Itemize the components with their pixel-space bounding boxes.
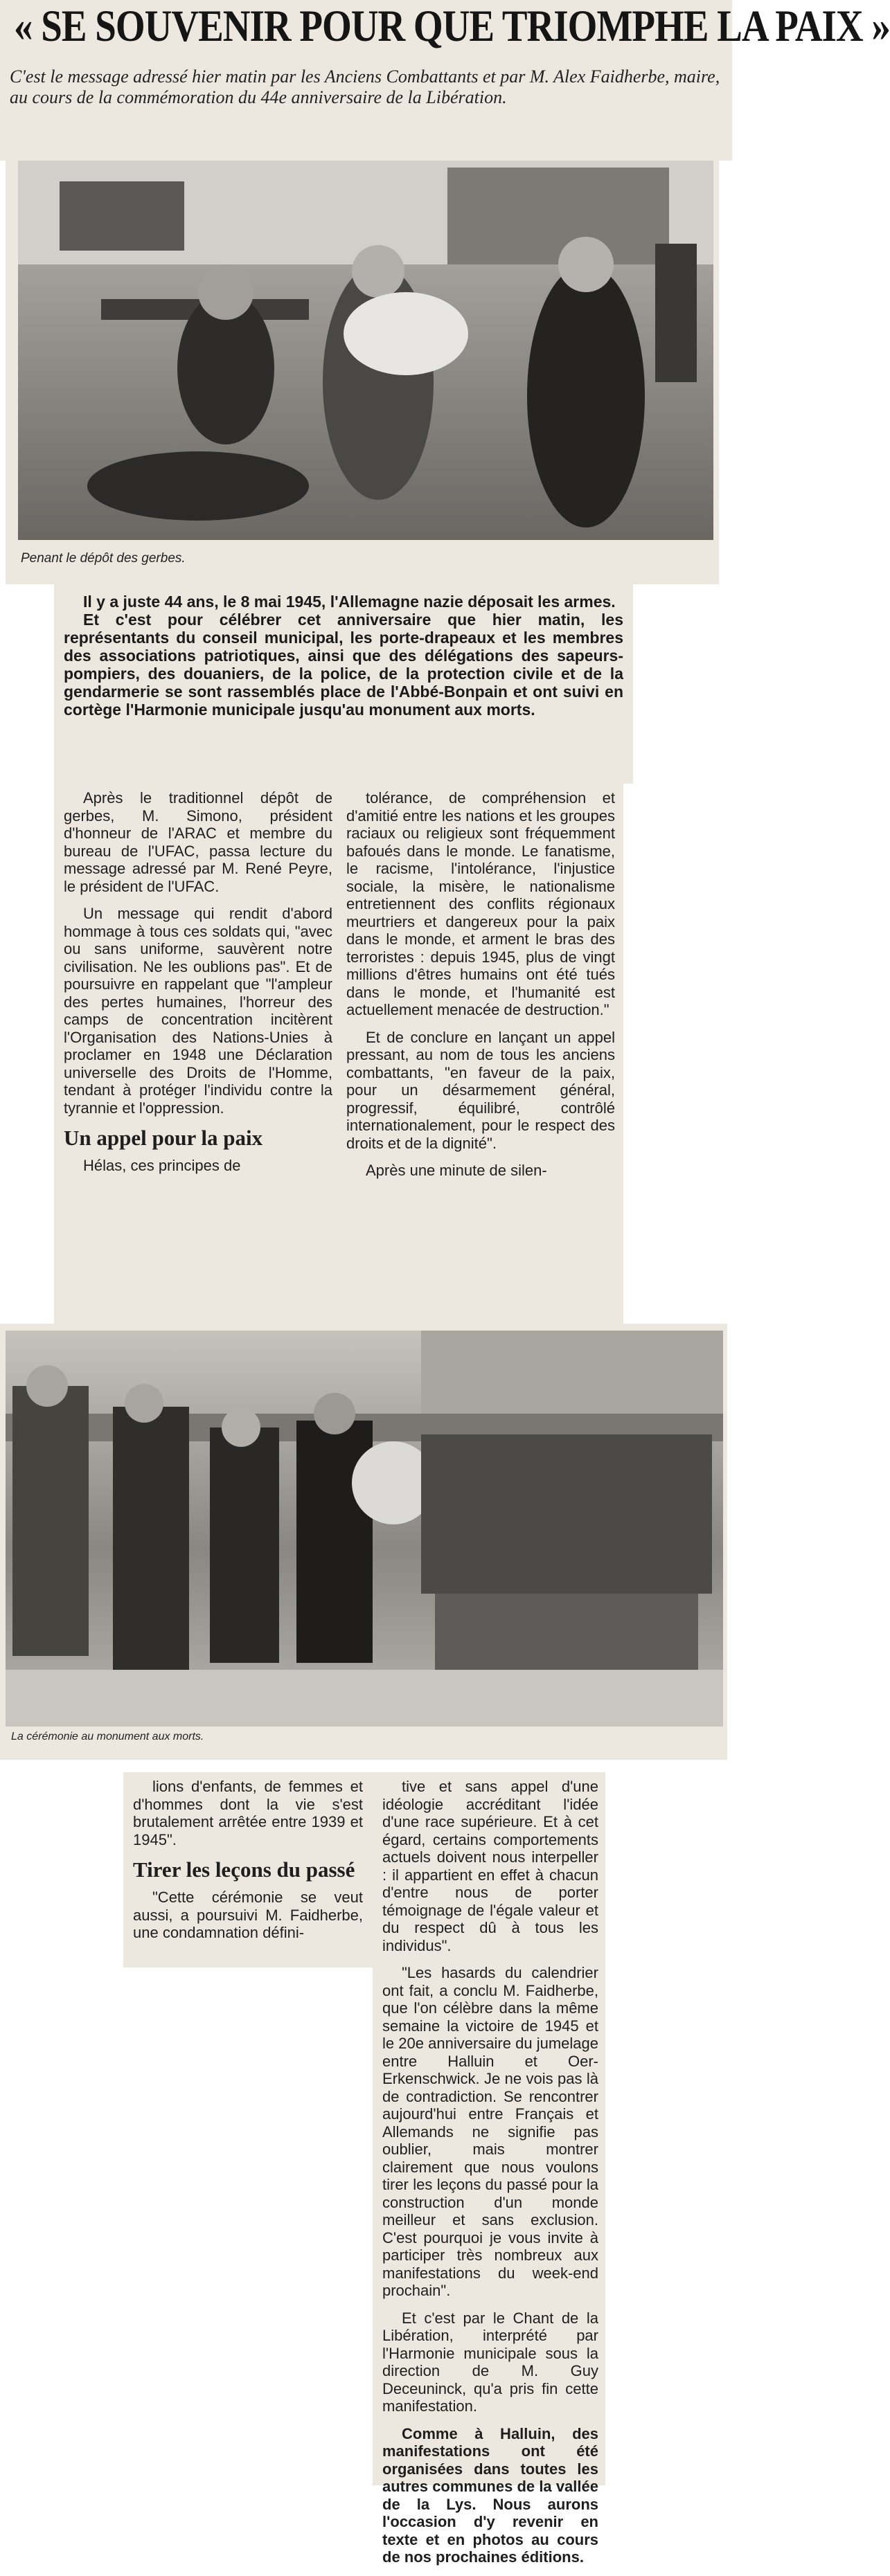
photo1-caption: Penant le dépôt des gerbes. bbox=[21, 551, 186, 566]
body-paragraph: Un message qui rendit d'abord hommage à tous ces soldats qui, "avec ou sans uniforme, sauvèrent notre civilisation. Ne les oublions pas". Et de poursuivre en rappelant que "l'ampleur des pertes humaines, l'horreur des camps de concentration incitèrent l'Organisation des Nations-Unies à proclamer en 1948 une Déclaration universelle des Droits de l'Homme, tendant à protéger l'individu contre la tyrannie et l'oppression. bbox=[64, 905, 332, 1117]
body-paragraph: Et c'est par le Chant de la Libération, interprété par l'Harmonie municipale sous la direction de M. Guy Deceuninck, qu'a pris fin cette manifestation. bbox=[382, 2309, 598, 2415]
body-paragraph: Hélas, ces principes de bbox=[83, 1157, 241, 1174]
body-paragraph: tive et sans appel d'une idéologie accréditant l'idée d'une race supérieure. Et à cet égard, certains comportements actuels doivent nous interpeller : il appartient en effet à chacun d'entre nous de porter témoignage de l'égale valeur et du respect dû à tous les individus". bbox=[382, 1778, 598, 1954]
intro-paragraph: Il y a juste 44 ans, le 8 mai 1945, l'Allemagne nazie déposait les armes. bbox=[83, 593, 616, 611]
intro-block bbox=[64, 593, 623, 719]
wreath-laying-image bbox=[18, 161, 713, 540]
body-paragraph: "Cette cérémonie se veut aussi, a poursuivi M. Faidherbe, une condamnation défini- bbox=[133, 1889, 363, 1941]
subheading: Tirer les leçons du passé bbox=[133, 1857, 355, 1882]
body-paragraph: lions d'enfants, de femmes et d'hommes dont la vie s'est brutalement arrêtée entre 1939 et 1945". bbox=[133, 1778, 363, 1848]
body-paragraph: Comme à Halluin, des manifestations ont été organisées dans toutes les autres communes de la vallée de la Lys. Nous aurons l'occasion d'y revenir en texte et en photos au cours de nos prochaines éditions. bbox=[382, 2424, 598, 2566]
monument-ceremony-photo bbox=[6, 1331, 723, 1727]
column-1 bbox=[64, 789, 332, 1185]
monument-ceremony-image bbox=[6, 1331, 723, 1727]
column-3 bbox=[133, 1778, 363, 1952]
subheading: Un appel pour la paix bbox=[64, 1126, 263, 1150]
body-paragraph: Après le traditionnel dépôt de gerbes, M. Simono, président d'honneur de l'ARAC et membre du bureau de l'UFAC, passa lecture du message adressé par M. René Peyre, le président de l'UFAC. bbox=[64, 789, 332, 895]
body-paragraph: tolérance, de compréhension et d'amitié entre les nations et les groupes raciaux ou religieux sont fréquemment bafoués dans le monde. Le fanatisme, le racisme, l'intolérance, l'injustice sociale, la misère, le nationalisme entretiennent des conflits régionaux meurtriers et dangereux pour la paix dans le monde, et arment le bras des terroristes : depuis 1945, plus de vingt millions d'êtres humains ont été tués dans le monde, et l'humanité est actuellement menacée de destruction." bbox=[346, 789, 615, 1018]
headline: « SE SOUVENIR POUR QUE TRIOMPHE LA PAIX » bbox=[14, 1, 890, 51]
column-4 bbox=[382, 1778, 598, 2576]
photo2-caption: La cérémonie au monument aux morts. bbox=[11, 1731, 204, 1742]
lede: C'est le message adressé hier matin par les Anciens Combattants et par M. Alex Faidherbe, maire, au cours de la commémoration du 44e anniversaire de la Libération. bbox=[10, 66, 720, 107]
body-paragraph: "Les hasards du calendrier ont fait, a conclu M. Faidherbe, que l'on célèbre dans la même semaine la victoire de 1945 et le 20e anniversaire du jumelage entre Halluin et Oer-Erkenschwick. Je ne vois pas là de contradiction. Se rencontrer aujourd'hui entre Français et Allemands ne signifie pas oublier, mais montrer clairement que nous voulons tirer les leçons du passé pour la construction d'un monde meilleur et sans exclusion. C'est pourquoi je vous invite à participer très nombreux aux manifestations du week-end prochain". bbox=[382, 1964, 598, 2299]
intro-paragraph: Et c'est pour célébrer cet anniversaire que hier matin, les représentants du conseil municipal, les porte-drapeaux et les membres des associations patriotiques, ainsi que des délégations des sapeurs-pompiers, des douaniers, de la police, de la protection civile et de la gendarmerie se sont rassemblés place de l'Abbé-Bonpain et ont suivi en cortège l'Harmonie municipale jusqu'au monument aux morts. bbox=[64, 611, 623, 719]
column-2 bbox=[346, 789, 615, 1189]
wreath-laying-photo bbox=[18, 161, 713, 540]
body-paragraph: Après une minute de silen- bbox=[366, 1162, 547, 1179]
body-paragraph: Et de conclure en lançant un appel pressant, au nom de tous les anciens combattants, "en faveur de la paix, pour un désarmement général, progressif, équilibré, contrôlé internationalement, pour le respect des droits et de la dignité". bbox=[346, 1028, 615, 1152]
